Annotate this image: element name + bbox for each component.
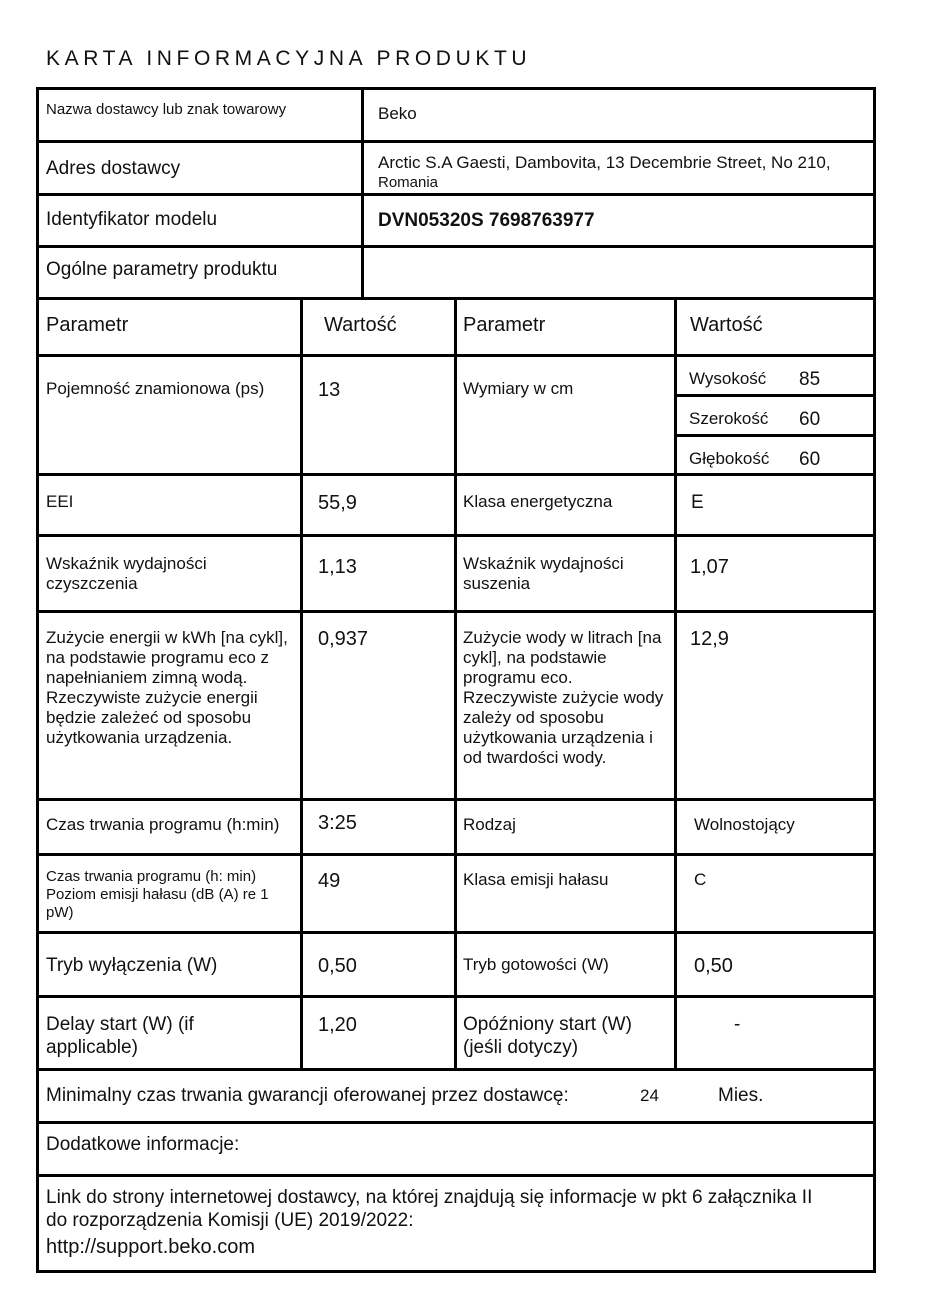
table-divider [36,1174,876,1177]
appliance-type-value: Wolnostojący [694,815,795,834]
header-param-1: Parametr [46,314,129,336]
cleaning-index-label [46,554,207,594]
eei-label: EEI [46,492,74,511]
energy-use-label-line: Rzeczywiste zużycie energii [46,688,258,707]
height-label: Wysokość [689,369,767,388]
water-use-label-line: cykl], na podstawie [463,648,607,667]
duration-label: Czas trwania programu (h:min) [46,815,280,834]
supplier-address-line2: Romania [378,174,439,191]
dimensions-label: Wymiary w cm [463,379,574,398]
table-divider [676,434,876,437]
noise-label-line: pW) [46,904,74,921]
capacity-value: 13 [318,379,341,401]
supplier-address-line1: Arctic S.A Gaesti, Dambovita, 13 Decembrie Street, No 210, [378,153,831,172]
water-use-value: 12,9 [690,628,729,650]
energy-class-value: E [691,492,704,513]
drying-index-label-line: Wskaźnik wydajności [463,554,624,573]
warranty-unit: Mies. [718,1085,764,1106]
capacity-label: Pojemność znamionowa (ps) [46,379,265,398]
table-divider [36,245,876,248]
drying-index-label-line: suszenia [463,574,531,593]
water-use-label-line: użytkowania urządzenia i [463,728,653,747]
standby-value: 0,50 [694,955,733,977]
link-text-line1: Link do strony internetowej dostawcy, na której znajdują się informacje w pkt 6 załącznika II [46,1187,813,1208]
water-use-label [463,628,663,768]
energy-use-label-line: Zużycie energii w kWh [na cykl], [46,628,288,647]
delay-start-value-pl: - [734,1014,741,1035]
width-label: Szerokość [689,409,769,428]
drying-index-label [463,554,624,594]
drying-index-value: 1,07 [690,556,729,578]
supplier-name-label: Nazwa dostawcy lub znak towarowy [46,101,287,118]
off-mode-value: 0,50 [318,955,357,977]
model-id-value: DVN05320S 7698763977 [378,210,595,231]
noise-label [46,868,269,922]
link-text-line2: do rozporządzenia Komisji (UE) 2019/2022: [46,1210,414,1231]
energy-class-label: Klasa energetyczna [463,492,613,511]
noise-class-label: Klasa emisji hałasu [463,870,609,889]
water-use-label-line: Rzeczywiste zużycie wody [463,688,664,707]
header-value-1: Wartość [324,314,397,336]
height-value: 85 [799,369,821,390]
energy-use-label-line: napełnianiem zimną wodą. [46,668,248,687]
standby-label: Tryb gotowości (W) [463,955,609,974]
table-divider [454,297,457,1070]
page-title: KARTA INFORMACYJNA PRODUKTU [46,47,532,70]
noise-label-line: Czas trwania programu (h: min) [46,868,257,885]
delay-start-label-en-line: Delay start (W) (if [46,1014,194,1035]
table-divider [36,193,876,196]
noise-value: 49 [318,870,341,892]
delay-start-label-en [46,1013,194,1059]
table-divider [300,297,303,1070]
energy-use-label [46,628,288,748]
off-mode-label: Tryb wyłączenia (W) [46,955,218,976]
supplier-name-value: Beko [378,104,417,123]
warranty-value: 24 [640,1086,659,1105]
water-use-label-line: zależy od sposobu [463,708,604,727]
delay-start-label-pl-line: (jeśli dotyczy) [463,1037,579,1058]
table-divider [674,297,677,1070]
width-value: 60 [799,409,821,430]
table-divider [361,87,364,299]
cleaning-index-label-line: czyszczenia [46,574,138,593]
noise-class-value: C [694,870,707,889]
water-use-label-line: programu eco. [463,668,573,687]
energy-use-label-line: na podstawie programu eco z [46,648,270,667]
cleaning-index-label-line: Wskaźnik wydajności [46,554,207,573]
supplier-address-label: Adres dostawcy [46,158,181,179]
noise-label-line: Poziom emisji hałasu (dB (A) re 1 [46,886,269,903]
model-id-label: Identyfikator modelu [46,209,218,230]
warranty-label: Minimalny czas trwania gwarancji oferowanej przez dostawcę: [46,1085,569,1106]
table-divider [36,1121,876,1124]
additional-info-label: Dodatkowe informacje: [46,1134,240,1155]
depth-value: 60 [799,449,821,470]
delay-start-label-en-line: applicable) [46,1037,138,1058]
water-use-label-line: od twardości wody. [463,748,607,767]
support-url-link[interactable]: http://support.beko.com [46,1236,256,1258]
cleaning-index-value: 1,13 [318,556,357,578]
energy-use-label-line: użytkowania urządzenia. [46,728,233,747]
table-divider [36,140,876,143]
table-divider [676,394,876,397]
appliance-type-label: Rodzaj [463,815,516,834]
energy-use-value: 0,937 [318,628,369,650]
general-params-label: Ogólne parametry produktu [46,259,278,280]
eei-value: 55,9 [318,492,357,514]
delay-start-label-pl [463,1013,632,1059]
depth-label: Głębokość [689,449,770,468]
delay-start-value-en: 1,20 [318,1014,357,1036]
delay-start-label-pl-line: Opóźniony start (W) [463,1014,632,1035]
duration-value: 3:25 [318,812,357,834]
water-use-label-line: Zużycie wody w litrach [na [463,628,662,647]
energy-use-label-line: będzie zależeć od sposobu [46,708,252,727]
header-param-2: Parametr [463,314,546,336]
header-value-2: Wartość [690,314,763,336]
